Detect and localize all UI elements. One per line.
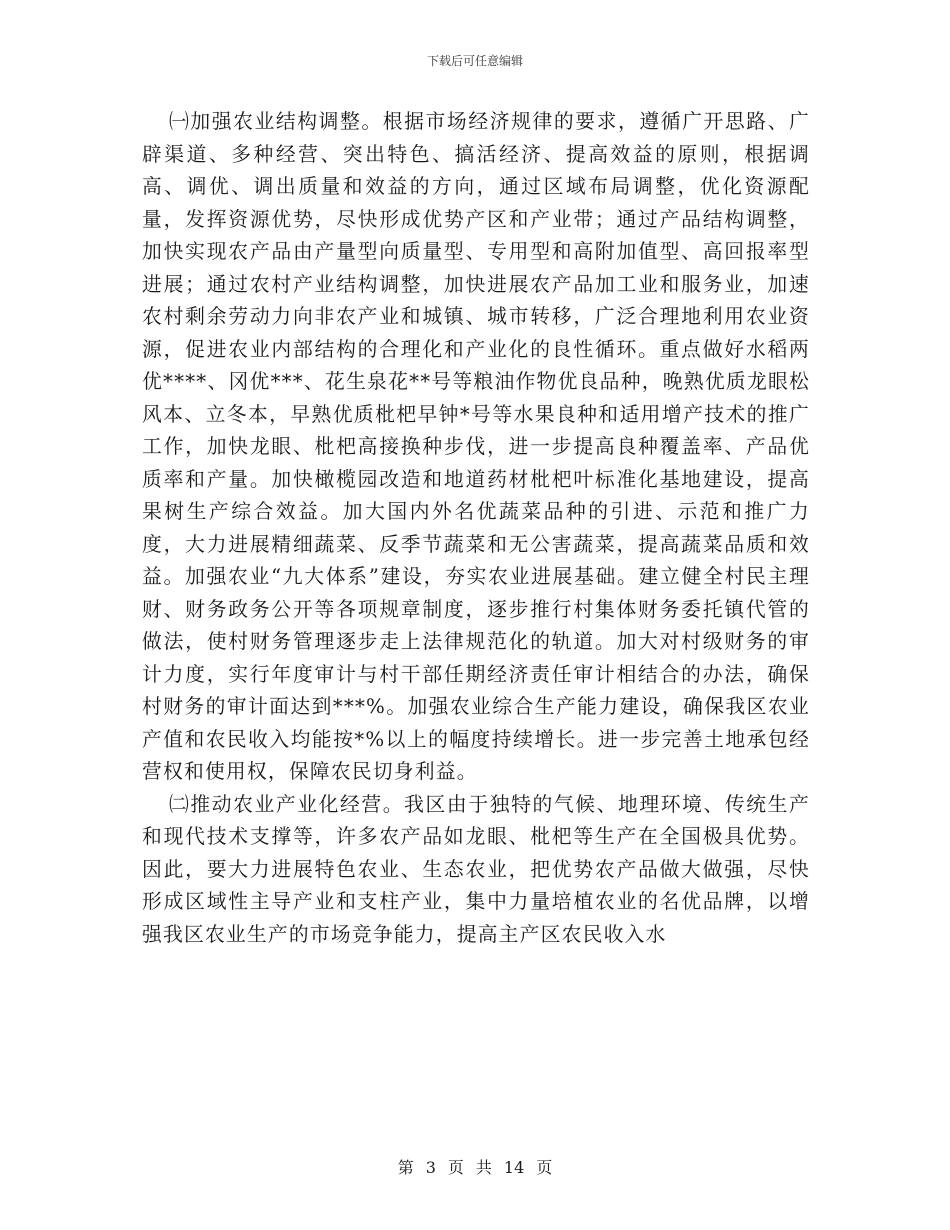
page-footer bbox=[0, 1155, 950, 1178]
paragraph-agri-industrialization: ㈡推动农业产业化经营。我区由于独特的气候、地理环境、传统生产和现代技术支撑等，许多农产品如龙眼、枇杷等生产在全国极具优势。因此，要大力进展特色农业、生态农业，把优势农产品做大做强，尽快形成区域性主导产业和支柱产业，集中力量培植农业的名优品牌，以增强我区农业生产的市场竞争能力，提高主产区农民收入水 bbox=[142, 792, 810, 946]
footer-current-page: 3 bbox=[425, 1158, 436, 1177]
footer-page-label: 页 bbox=[447, 1158, 464, 1177]
page-header-note: 下载后可任意编辑 bbox=[426, 54, 523, 68]
paragraph-agri-structure: ㈠加强农业结构调整。根据市场经济规律的要求，遵循广开思路、广辟渠道、多种经营、突出特色、搞活经济、提高效益的原则，根据调高、调优、调出质量和效益的方向，通过区域布局调整，优化资源配量，发挥资源优势，尽快形成优势产区和产业带；通过产品结构调整，加快实现农产品由产量型向质量型、专用型和高附加值型、高回报率型进展；通过农村产业结构调整，加快进展农产品加工业和服务业，加速农村剩余劳动力向非农产业和城镇、城市转移，广泛合理地利用农业资源，促进农业内部结构的合理化和产业化的良性循环。重点做好水稻两优****、冈优***、花生泉花**号等粮油作物优良品种，晚熟优质龙眼松风本、立冬本，早熟优质枇杷早钟*号等水果良种和适用增产技术的推广工作，加快龙眼、枇杷高接换种步伐，进一步提高良种覆盖率、产品优质率和产量。加快橄榄园改造和地道药材枇杷叶标准化基地建设，提高果树生产综合效益。加大国内外名优蔬菜品种的引进、示范和推广力度，大力进展精细蔬菜、反季节蔬菜和无公害蔬菜，提高蔬菜品质和效益。加强农业“九大体系”建设，夯实农业进展基础。建立健全村民主理财、财务政务公开等各项规章制度，逐步推行村集体财务委托镇代管的做法，使村财务管理逐步走上法律规范化的轨道。加大对村级财务的审计力度，实行年度审计与村干部任期经济责任审计相结合的办法，确保村财务的审计面达到***%。加强农业综合生产能力建设，确保我区农业产值和农民收入均能按*%以上的幅度持续增长。进一步完善土地承包经营权和使用权，保障农民切身利益。 bbox=[142, 110, 810, 783]
footer-total-prefix: 共 bbox=[475, 1158, 492, 1177]
footer-total-pages: 14 bbox=[503, 1158, 525, 1177]
document-body bbox=[142, 106, 810, 951]
footer-page-prefix: 第 bbox=[397, 1158, 414, 1177]
footer-total-label: 页 bbox=[536, 1158, 553, 1177]
